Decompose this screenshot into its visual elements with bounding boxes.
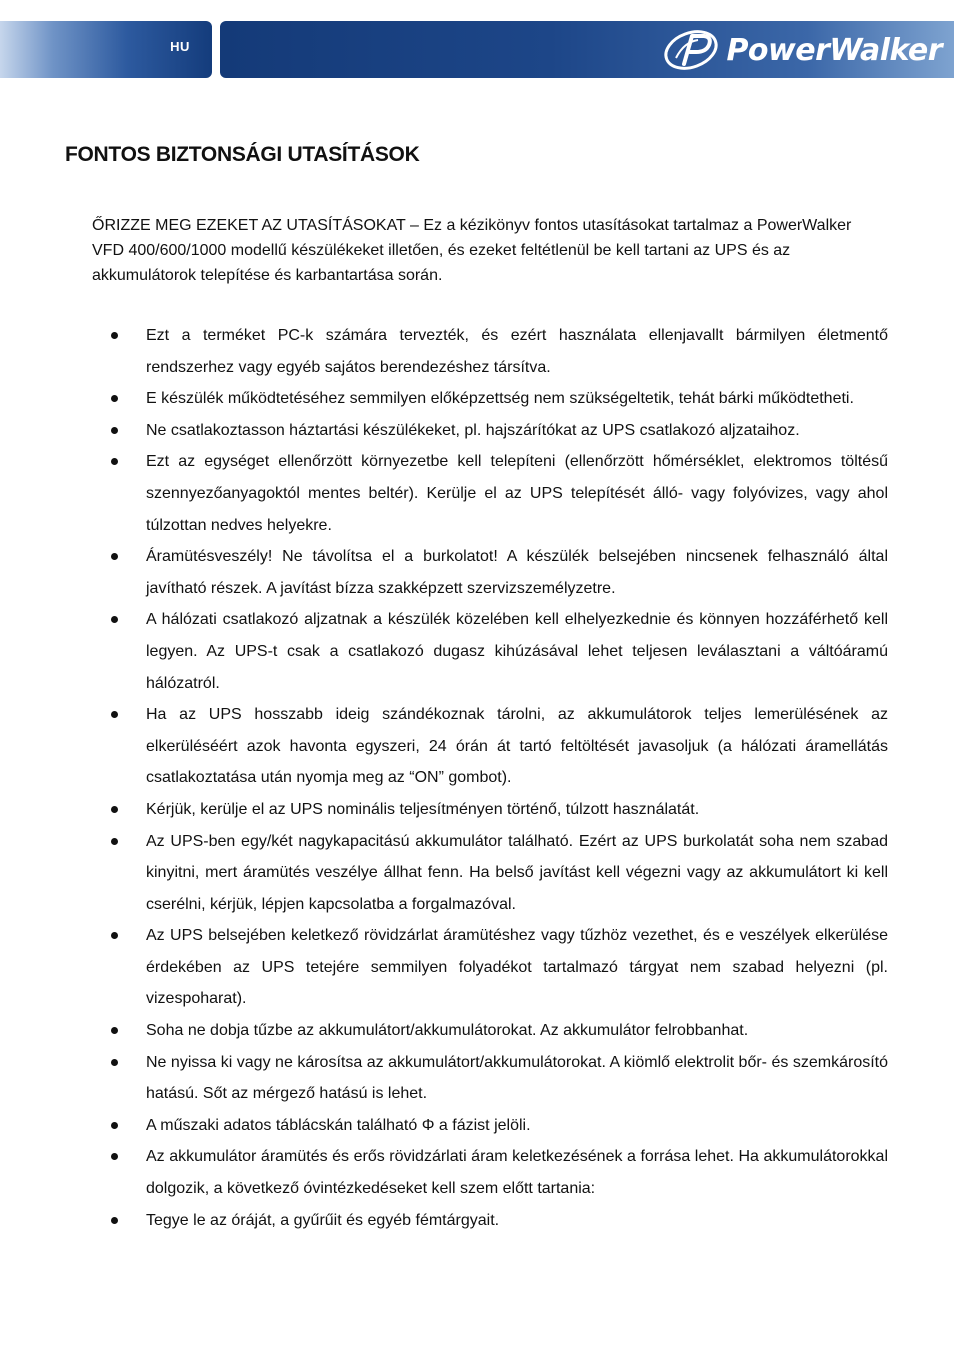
language-tab — [0, 21, 212, 78]
brand-wordmark: PowerWalker — [726, 32, 942, 68]
list-item — [92, 541, 888, 604]
list-item-text: Ezt a terméket PC-k számára tervezték, és ezért használata ellenjavallt bármilyen életmentő rendszerhez vagy egyéb sajátos berendezéshez társítva. — [146, 327, 888, 376]
page-title: FONTOS BIZTONSÁGI UTASÍTÁSOK — [65, 143, 420, 166]
page-header — [0, 21, 954, 78]
list-item-text: Áramütésveszély! Ne távolítsa el a burkolatot! A készülék belsejében nincsenek felhasználó által javítható részek. A javítást bízza szakképzett szervizszemélyzetre. — [146, 548, 888, 597]
list-item-text: A hálózati csatlakozó aljzatnak a készülék közelében kell elhelyezkednie és könnyen hozzáférhető kell legyen. Az UPS-t csak a csatlakozó dugasz kihúzásával lehet teljesen leválasztani a váltóáramú hálózatról. — [146, 611, 888, 692]
list-item-text: Tegye le az óráját, a gyűrűit és egyéb fémtárgyait. — [146, 1211, 500, 1229]
bullet-icon — [111, 711, 118, 718]
list-item — [92, 699, 888, 794]
list-item-text: Soha ne dobja tűzbe az akkumulátort/akkumulátorokat. Az akkumulátor felrobbanhat. — [146, 1022, 749, 1040]
list-item-text: Ne csatlakoztasson háztartási készülékeket, pl. hajszárítókat az UPS csatlakozó aljzataihoz. — [146, 421, 800, 439]
powerwalker-logo — [662, 27, 942, 73]
bullet-icon — [111, 427, 118, 434]
list-item-text: Ne nyissa ki vagy ne károsítsa az akkumulátort/akkumulátorokat. A kiömlő elektrolit bőr- és szemkárosító hatású. Sőt az mérgező hatású is lehet. — [146, 1053, 888, 1103]
list-item-text: Ha az UPS hosszabb ideig szándékoznak tárolni, az akkumulátorok teljes lemerülésének az elkerüléséért azok havonta egyszeri, 24 órán át tartó feltöltését javasoljuk (a hálózati áramellátás csatlakoztatása után nyomja meg az “ON” gombot). — [146, 706, 888, 787]
list-item — [92, 320, 888, 383]
bullet-icon — [111, 395, 118, 402]
list-item — [92, 794, 888, 826]
list-item — [92, 920, 888, 1015]
list-item-text: E készülék működtetéséhez semmilyen előképzettség nem szükségeltetik, tehát bárki működtetheti. — [146, 390, 854, 408]
bullet-icon — [111, 932, 118, 939]
list-item — [92, 1047, 888, 1110]
list-item — [92, 826, 888, 921]
bullet-icon — [111, 1027, 118, 1034]
bullet-icon — [111, 458, 118, 465]
bullet-icon — [111, 1059, 118, 1066]
bullet-icon — [111, 616, 118, 623]
list-item — [92, 1110, 888, 1142]
list-item — [92, 604, 888, 699]
intro-paragraph: ŐRIZZE MEG EZEKET AZ UTASÍTÁSOKAT – Ez a kézikönyv fontos utasításokat tartalmaz a PowerWalker VFD 400/600/1000 modellű készülékeket illetően, és ezeket feltétlenül be kell tartani az UPS és az akkumulátorok telepítése és karbantartása során. — [92, 217, 852, 284]
bullet-icon — [111, 806, 118, 813]
bullet-icon — [111, 332, 118, 339]
safety-instructions-list — [92, 320, 888, 1236]
list-item-text: Az akkumulátor áramütés és erős rövidzárlati áram keletkezésének a forrása lehet. Ha akkumulátorokkal dolgozik, a következő óvintézkedéseket kell szem előtt tartania: — [146, 1148, 888, 1198]
list-item-text: Az UPS-ben egy/két nagykapacitású akkumulátor található. Ezért az UPS burkolatát soha nem szabad kinyitni, mert áramütés veszélye állhat fenn. Ha belső javítást kell végezni vagy az akkumulátort ki kell cserélni, kérjük, lépjen kapcsolatba a forgalmazóval. — [146, 832, 888, 913]
list-item-text: Az UPS belsejében keletkező rövidzárlat áramütéshez vagy tűzhöz vezethet, és e veszélyek elkerülése érdekében az UPS tetejére semmilyen folyadékot tartalmazó tárgyat nem szabad helyezni (pl. vizespoharat). — [146, 927, 888, 1008]
brand-banner — [220, 21, 954, 78]
list-item-text: Kérjük, kerülje el az UPS nominális teljesítményen történő, túlzott használatát. — [146, 800, 700, 818]
list-item — [92, 383, 888, 415]
bullet-icon — [111, 553, 118, 560]
list-item-text: Ezt az egységet ellenőrzött környezetbe kell telepíteni (ellenőrzött hőmérséklet, elektromos töltésű szennyezőanyagoktól mentes beltér). Kerülje el az UPS telepítését álló- vagy folyóvizes, vagy ahol túlzottan nedves helyekre. — [146, 453, 888, 534]
bullet-icon — [111, 1153, 118, 1160]
list-item — [92, 415, 888, 447]
list-item — [92, 1141, 888, 1204]
list-item — [92, 1205, 888, 1237]
bullet-icon — [111, 838, 118, 845]
bullet-icon — [111, 1217, 118, 1224]
bullet-icon — [111, 1122, 118, 1129]
language-code: HU — [170, 39, 190, 54]
list-item-text: A műszaki adatos táblácskán található Φ a fázist jelöli. — [146, 1116, 531, 1134]
power-swirl-icon — [662, 28, 720, 72]
list-item — [92, 1015, 888, 1047]
list-item — [92, 446, 888, 541]
